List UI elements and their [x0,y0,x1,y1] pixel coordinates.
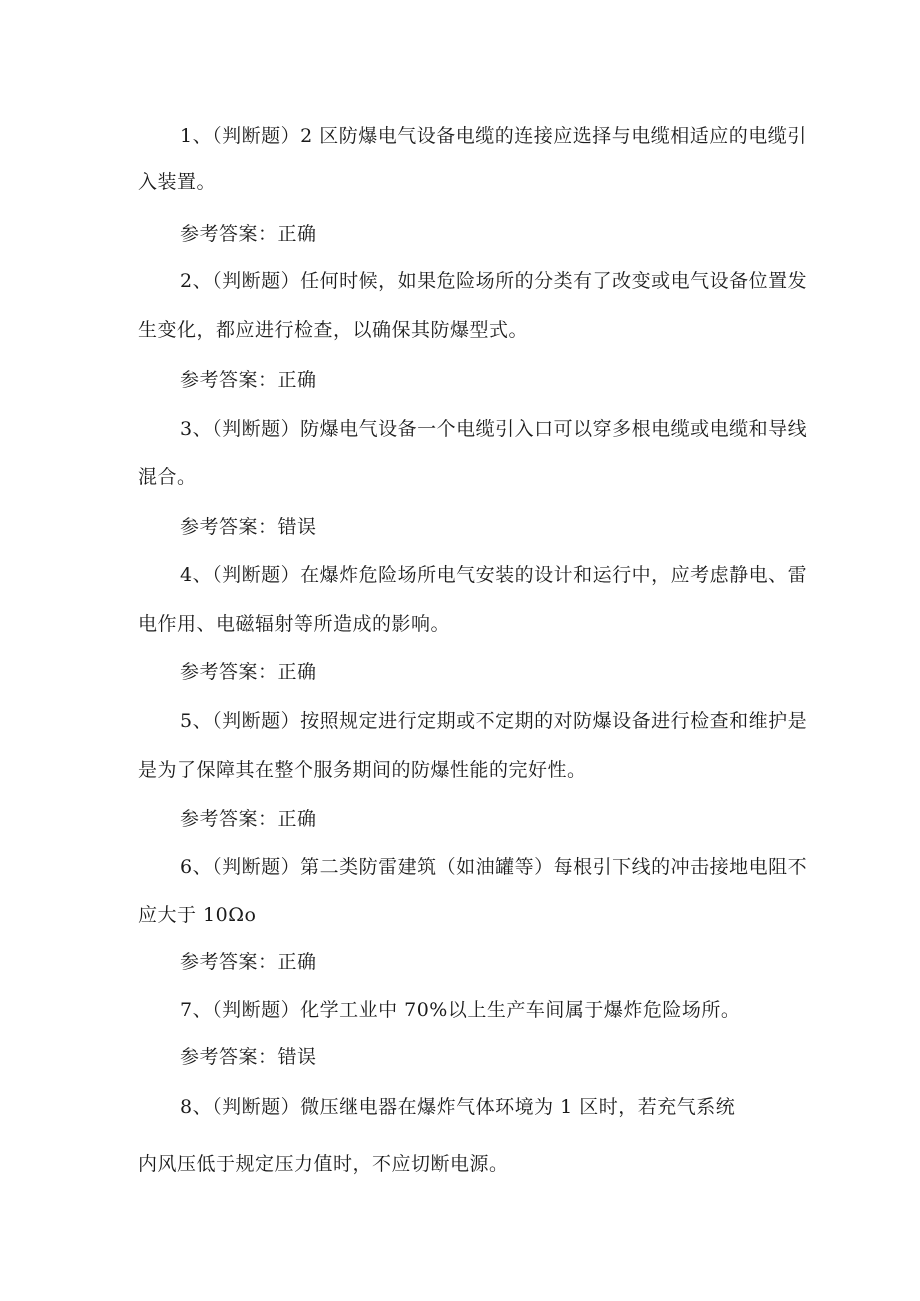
answer-6: 参考答案：正确 [180,951,317,973]
question-1-line-2: 入装置。 [138,171,217,193]
answer-3: 参考答案：错误 [180,516,317,538]
question-7-line-1: 7、（判断题）化学工业中 70%以上生产车间属于爆炸危险场所。 [180,999,741,1021]
question-5-line-1: 5、（判断题）按照规定进行定期或不定期的对防爆设备进行检查和维护是 [180,710,808,732]
question-2-line-1: 2、（判断题）任何时候，如果危险场所的分类有了改变或电气设备位置发 [180,270,808,292]
answer-1: 参考答案：正确 [180,223,317,245]
question-3-line-2: 混合。 [138,466,197,488]
answer-2: 参考答案：正确 [180,369,317,391]
question-6-line-1: 6、（判断题）第二类防雷建筑（如油罐等）每根引下线的冲击接地电阻不 [180,856,808,878]
question-2-line-2: 生变化，都应进行检查，以确保其防爆型式。 [138,319,529,341]
question-8-line-2: 内风压低于规定压力值时，不应切断电源。 [138,1153,509,1175]
question-5-line-2: 是为了保障其在整个服务期间的防爆性能的完好性。 [138,759,587,781]
question-8-line-1: 8、（判断题）微压继电器在爆炸气体环境为 1 区时，若充气系统 [180,1096,736,1118]
answer-5: 参考答案：正确 [180,808,317,830]
question-4-line-2: 电作用、电磁辐射等所造成的影响。 [138,613,451,635]
answer-4: 参考答案：正确 [180,661,317,683]
answer-7: 参考答案：错误 [180,1046,317,1068]
question-6-line-2: 应大于 10Ωo [138,904,257,926]
question-1-line-1: 1、（判断题）2 区防爆电气设备电缆的连接应选择与电缆相适应的电缆引 [180,125,807,147]
question-3-line-1: 3、（判断题）防爆电气设备一个电缆引入口可以穿多根电缆或电缆和导线 [180,418,808,440]
question-4-line-1: 4、（判断题）在爆炸危险场所电气安装的设计和运行中，应考虑静电、雷 [180,564,808,586]
